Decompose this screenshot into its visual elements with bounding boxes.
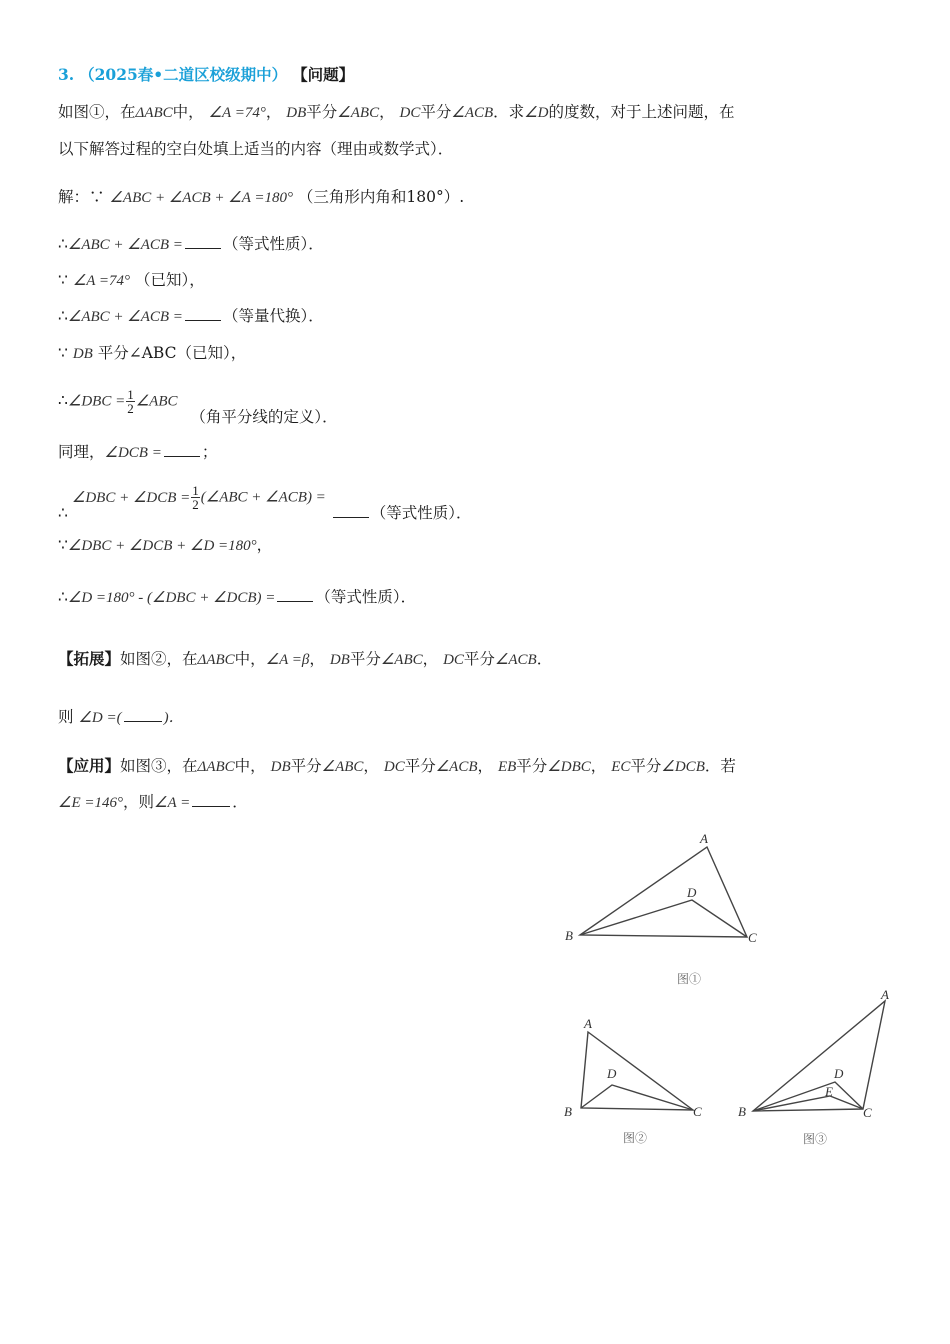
text: （三角形内角和180°）. — [297, 188, 465, 206]
solution-line-10 — [58, 586, 416, 609]
text: ∵ — [58, 344, 68, 362]
text: ， — [363, 757, 379, 775]
math: DC — [443, 652, 464, 668]
math: DB — [72, 346, 93, 362]
text: 中， — [234, 757, 266, 775]
math: ∠E =146° — [58, 795, 123, 811]
fig3-triangle-abc — [753, 1001, 885, 1111]
math-triangle: ΔABC — [135, 105, 173, 121]
fig1-label-d: D — [687, 885, 697, 900]
math-abc: ∠ABC — [337, 105, 380, 121]
application-line1 — [58, 755, 736, 778]
solution-line-4 — [58, 305, 324, 328]
solution-line-1 — [58, 186, 464, 209]
text: 同理， — [58, 443, 105, 461]
answer-blank[interactable] — [185, 234, 221, 249]
answer-blank[interactable] — [124, 707, 162, 722]
answer-blank[interactable] — [185, 306, 221, 321]
problem-source: （2025春•二道区校级期中） — [79, 65, 288, 84]
text: 如图①，在 — [58, 103, 136, 121]
fraction-half — [126, 388, 135, 415]
fig3-label-d: D — [834, 1066, 844, 1081]
fig2-label-c: C — [693, 1104, 702, 1119]
math: ∠DBC + ∠DCB + ∠D =180° — [67, 538, 257, 554]
figure-2 — [555, 1010, 715, 1150]
fig2-caption: 图② — [623, 1131, 648, 1145]
text: 平分∠ABC（已知）， — [97, 344, 247, 362]
math: ∠ABC — [321, 759, 364, 775]
text: 平分 — [290, 757, 322, 775]
text: （已知）， — [134, 271, 205, 289]
text: （等式性质）． — [222, 235, 324, 253]
frac-denominator: 2 — [127, 401, 134, 416]
application-line2 — [58, 791, 248, 814]
problem-intro-line2: 以下解答过程的空白处填上适当的内容（理由或数学式）． — [58, 140, 454, 158]
math: DB — [329, 652, 350, 668]
text: 中， — [234, 650, 266, 668]
text: 平分 — [630, 757, 662, 775]
math: (∠ABC + ∠ACB) = — [200, 489, 326, 506]
math: ∠ACB — [435, 759, 478, 775]
fig1-caption: 图① — [677, 972, 702, 986]
fig2-label-b: B — [564, 1104, 572, 1119]
fig1-segments-bdc — [580, 900, 747, 937]
math: ∠ACB — [494, 652, 537, 668]
text: ∴ — [58, 588, 68, 606]
figure-3 — [735, 985, 900, 1150]
fig1-label-a: A — [700, 831, 708, 846]
fig3-label-c: C — [863, 1105, 872, 1120]
solution-line-9 — [58, 534, 272, 557]
text: ， — [379, 103, 395, 121]
text: ．若 — [704, 757, 736, 775]
math: ∠A =β — [265, 652, 310, 668]
math-dc: DC — [399, 105, 421, 121]
math: EB — [497, 759, 517, 775]
math: DC — [383, 759, 405, 775]
fig1-label-c: C — [748, 930, 757, 945]
text: 平分 — [516, 757, 548, 775]
fig2-label-a: A — [584, 1016, 592, 1031]
text: 平分 — [349, 650, 381, 668]
math: ∠DBC + ∠DCB = — [71, 489, 191, 506]
math: ∠ABC — [380, 652, 423, 668]
text: ， — [265, 103, 282, 121]
math: ∠ABC + ∠ACB = — [67, 237, 183, 253]
frac-numerator: 1 — [192, 483, 199, 498]
text: ，则 — [122, 793, 154, 811]
text: 平分 — [404, 757, 436, 775]
text: ∴ — [58, 503, 68, 522]
solution-line-8 — [58, 483, 472, 522]
fig3-label-a: A — [881, 987, 889, 1002]
math-angle-a: ∠A =74° — [208, 105, 266, 121]
extension-line1 — [58, 648, 552, 671]
text: ， — [422, 650, 439, 668]
math: ∠ABC + ∠ACB = — [67, 309, 183, 325]
text: 则 — [58, 708, 74, 726]
text: ∵ — [58, 536, 68, 554]
text: 平分 — [463, 650, 495, 668]
text: 平分 — [420, 103, 452, 121]
text: ∴ — [58, 235, 68, 253]
solution-line-6 — [58, 387, 338, 426]
text: 的度数，对于上述问题，在 — [548, 103, 735, 121]
text: 如图③，在 — [120, 757, 198, 775]
text: 解：∵ — [58, 188, 105, 206]
fraction-half — [191, 484, 200, 511]
frac-numerator: 1 — [127, 387, 134, 402]
math: ∠ABC — [135, 393, 178, 410]
solution-line-5 — [58, 342, 246, 365]
figure-1 — [555, 825, 775, 995]
fig1-triangle-abc — [580, 847, 747, 937]
text: ， — [309, 650, 325, 668]
solution-line-3 — [58, 269, 205, 292]
answer-blank[interactable] — [333, 503, 369, 518]
math: )． — [163, 710, 184, 726]
math: ∠D =( — [78, 710, 122, 726]
application-label: 【应用】 — [58, 756, 121, 775]
math: ∠DBC — [547, 759, 591, 775]
fig2-triangle-abc — [581, 1032, 693, 1110]
math: DB — [270, 759, 291, 775]
text: ∴ — [58, 391, 68, 410]
math: ΔABC — [197, 652, 235, 668]
math: ∠A =74° — [72, 273, 131, 289]
extension-line2 — [58, 706, 184, 729]
fig1-label-b: B — [565, 928, 573, 943]
math: ∠D =180° - (∠DBC + ∠DCB) = — [67, 590, 276, 606]
frac-denominator: 2 — [192, 497, 199, 512]
answer-blank[interactable] — [164, 442, 200, 457]
fig2-label-d: D — [607, 1066, 617, 1081]
text: ， — [590, 757, 607, 775]
text: ， — [477, 757, 494, 775]
text: （角平分线的定义）． — [190, 407, 338, 426]
math: ∠ABC + ∠ACB + ∠A =180° — [109, 190, 293, 206]
solution-line-7 — [58, 441, 217, 464]
text: （等式性质）． — [370, 503, 472, 522]
problem-section: 【问题】 — [292, 65, 355, 84]
text: 平分 — [306, 103, 338, 121]
math: ∠A = — [154, 795, 191, 811]
text: ． — [536, 650, 553, 668]
text: （等式性质）． — [315, 588, 417, 606]
text: ∴ — [58, 307, 68, 325]
math: ∠DCB — [661, 759, 705, 775]
text: 中， — [172, 103, 204, 121]
text: ∵ — [58, 271, 68, 289]
problem-number: 3. — [58, 65, 75, 84]
math: EC — [611, 759, 631, 775]
math-angle-d: ∠D — [524, 105, 549, 121]
answer-blank[interactable] — [277, 587, 313, 602]
math: ∠DCB = — [104, 445, 162, 461]
fig3-caption: 图③ — [803, 1132, 828, 1146]
text: （等量代换）． — [222, 307, 324, 325]
text: ． — [232, 793, 248, 811]
math-db: DB — [286, 105, 307, 121]
problem-intro-line1 — [58, 101, 734, 124]
text: ， — [256, 536, 273, 554]
text: ； — [201, 443, 218, 461]
text: ．求 — [493, 103, 525, 121]
problem-heading — [58, 64, 354, 86]
fig3-label-b: B — [738, 1104, 746, 1119]
math: ΔABC — [197, 759, 235, 775]
fig3-label-e: E — [825, 1084, 833, 1099]
extension-label: 【拓展】 — [58, 649, 121, 668]
answer-blank[interactable] — [192, 792, 230, 807]
math-acb: ∠ACB — [451, 105, 494, 121]
solution-line-2 — [58, 233, 324, 256]
math: ∠DBC = — [67, 393, 126, 410]
text: 如图②，在 — [120, 650, 198, 668]
